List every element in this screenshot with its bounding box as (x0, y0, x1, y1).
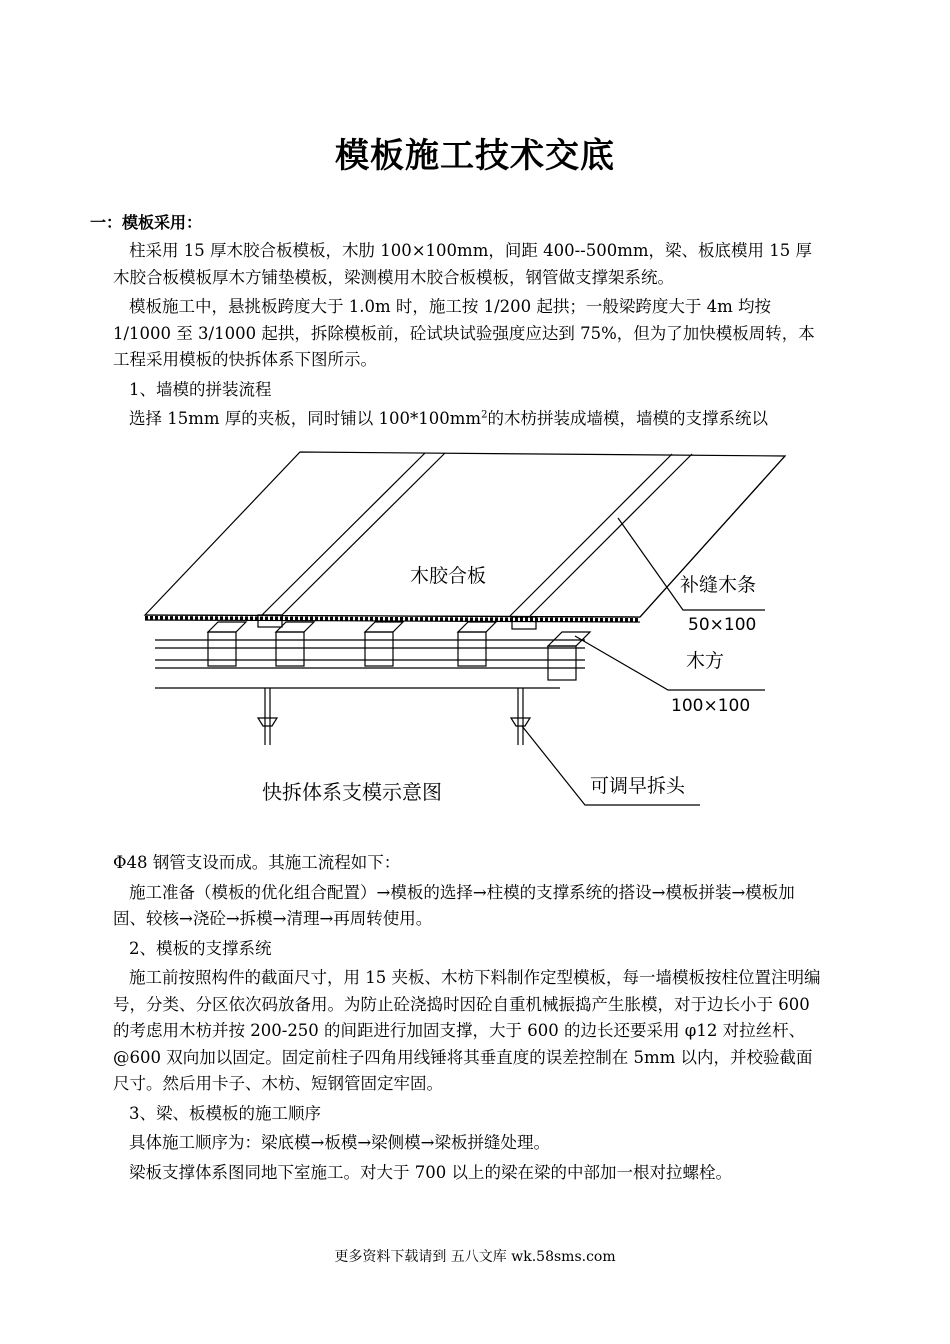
label-timber: 木方 (686, 650, 725, 672)
section-heading-1: 一：模板采用： (90, 213, 203, 232)
paragraph-1: 柱采用 15 厚木胶合板模板，木肋 100×100mm，间距 400--500mm，梁、板底模用 15 厚木胶合板模板厚木方铺垫模板，梁测模用木胶合板模板，钢管做支撑架系统。 (113, 241, 812, 287)
paragraph-8: 梁板支撑体系图同地下室施工。对大于 700 以上的梁在梁的中部加一根对拉螺栓。 (129, 1162, 732, 1182)
paragraph-2: 模板施工中，悬挑板跨度大于 1.0m 时，施工按 1/200 起拱；一般梁跨度大于 4m 均按 1/1000 至 3/1000 起拱，拆除模板前，砼试块试验强度应达到 75%，但为了加快模板周转，本工程采用模板的快拆体系下图所示。 (113, 297, 815, 369)
paragraph-3: 选择 15mm 厚的夹板，同时铺以 $100*100mm^2$的木枋拼装成墙模，墙模的支撑系统以 (129, 409, 768, 428)
label-plywood: 木胶合板 (410, 565, 487, 587)
diagram-caption: 快拆体系支模示意图 (262, 780, 442, 804)
footer-link-text: 更多资料下载请到 五八文库 wk.58sms.com (334, 1249, 616, 1265)
process-block (113, 850, 825, 1186)
item-heading-3: 3、梁、板模板的施工顺序 (129, 1103, 321, 1123)
paragraph-5: 施工准备（模板的优化组合配置）→模板的选择→柱模的支撑系统的搭设→模板拼装→模板加固、较核→浇砼→拆模→清理→再周转使用。 (113, 882, 795, 928)
label-filler-strip: 补缝木条 (680, 574, 757, 596)
label-filler-size: 50×100 (688, 615, 757, 635)
paragraph-4: Φ48 钢管支设而成。其施工流程如下： (113, 853, 401, 872)
label-timber-size: 100×100 (671, 696, 751, 716)
item-heading-2: 2、模板的支撑系统 (129, 938, 272, 958)
formwork-diagram (0, 440, 950, 830)
paragraph-7: 具体施工顺序为：梁底模→板模→梁侧模→梁板拼缝处理。 (129, 1133, 550, 1152)
paragraph-6: 施工前按照构件的截面尺寸，用 15 夹板、木枋下料制作定型模板，每一墙模板按柱位置注明编号，分类、分区依次码放备用。为防止砼浇捣时因砼自重机械振捣产生胀模，对于边长小于 600 的考虑用木枋并按 200-250 的间距进行加固支撑，大于 600 的边长还要采用 φ12 对拉丝杆、@600 双向加以固定。固定前柱子四角用线锤将其垂直度的误差控制在 5mm 以内，并校验截面尺寸。然后用卡子、木枋、短钢管固定牢固。 (113, 968, 821, 1093)
label-adjustable-head: 可调早拆头 (590, 775, 686, 797)
page-title: 模板施工技术交底 (335, 136, 615, 176)
item-heading-1: 1、墙模的拼装流程 (129, 379, 272, 399)
intro-block (113, 238, 825, 433)
